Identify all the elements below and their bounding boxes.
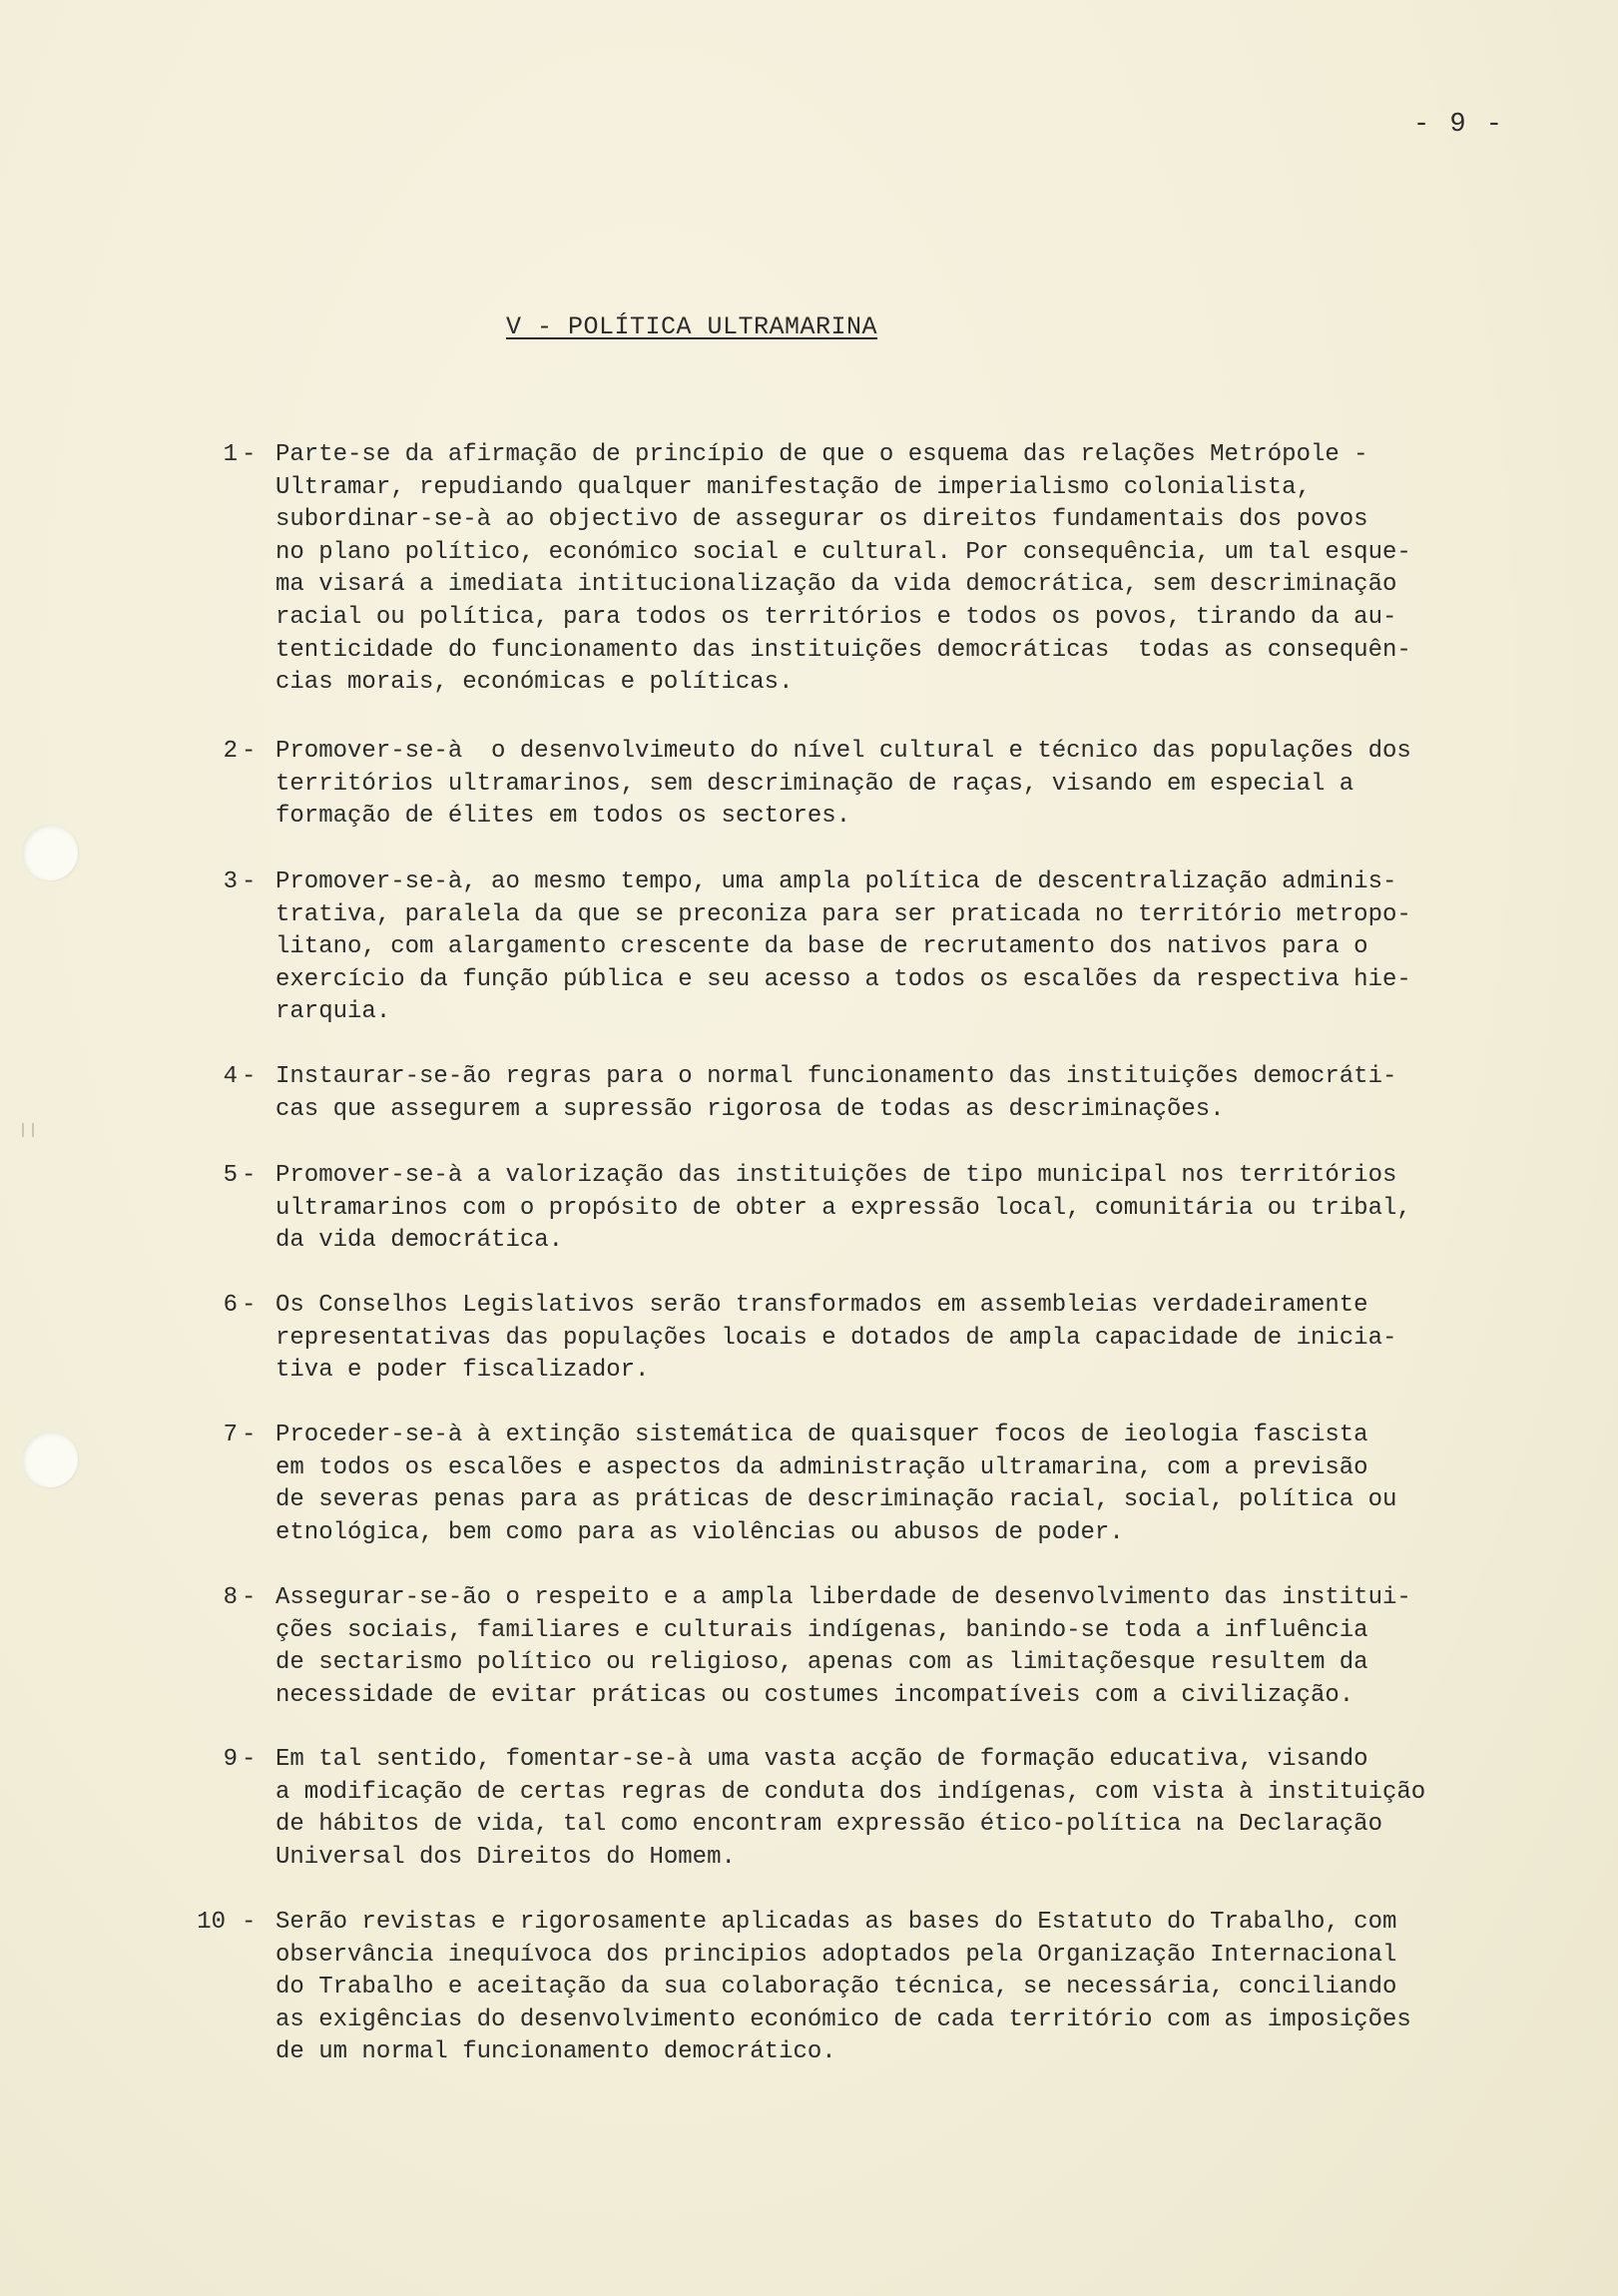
text-line: tiva e poder fiscalizador. — [275, 1357, 650, 1385]
text-line: cas que assegurem a supressão rigorosa de todas as descriminações. — [275, 1095, 1225, 1123]
text-line: cias morais, económicas e políticas. — [275, 669, 794, 697]
text-line: exercício da função pública e seu acesso a todos os escalões da respectiva hie- — [275, 965, 1411, 993]
item-number: 1 — [223, 441, 238, 468]
text-line: Serão revistas e rigorosamente aplicadas as bases do Estatuto do Trabalho, com — [275, 1909, 1397, 1936]
text-line: as exigências do desenvolvimento económico de cada território com as imposições — [275, 2006, 1411, 2033]
text-line: subordinar-se-à ao objectivo de assegurar os direitos fundamentais dos povos — [275, 506, 1368, 534]
item-dash: - — [242, 1162, 257, 1189]
item-dash: - — [242, 1909, 257, 1936]
text-line: Instaurar-se-ão regras para o normal funcionamento das instituições democráti- — [275, 1063, 1397, 1090]
text-line: a modificação de certas regras de conduta dos indígenas, com vista à instituição — [275, 1778, 1426, 1806]
item-text — [275, 1582, 1533, 1712]
text-line: observância inequívoca dos principios adoptados pela Organização Internacional — [275, 1941, 1397, 1969]
item-number: 2 — [223, 738, 238, 765]
text-line: Universal dos Direitos do Homem. — [275, 1843, 736, 1871]
text-line: em todos os escalões e aspectos da administração ultramarina, com a previsão — [275, 1453, 1368, 1481]
text-line: necessidade de evitar práticas ou costumes incompatíveis com a civilização. — [275, 1681, 1354, 1709]
item-text — [275, 1907, 1533, 2069]
item-text — [275, 1744, 1533, 1874]
item-dash: - — [242, 868, 257, 895]
text-line: territórios ultramarinos, sem descriminação de raças, visando em especial a — [275, 770, 1354, 798]
text-line: de severas penas para as práticas de descriminação racial, social, política ou — [275, 1486, 1397, 1514]
item-number: 6 — [223, 1292, 238, 1319]
text-line: Os Conselhos Legislativos serão transformados em assembleias verdadeiramente — [275, 1292, 1368, 1319]
text-line: Assegurar-se-ão o respeito e a ampla liberdade de desenvolvimento das institui- — [275, 1584, 1411, 1611]
text-line: ções sociais, familiares e culturais indígenas, banindo-se toda a influência — [275, 1616, 1368, 1644]
text-line: da vida democrática. — [275, 1227, 564, 1255]
text-line: representativas das populações locais e dotados de ampla capacidade de inicia- — [275, 1324, 1397, 1352]
text-line: de um normal funcionamento democrático. — [275, 2038, 836, 2066]
margin-mark — [22, 1123, 34, 1137]
punch-hole-top — [22, 825, 78, 880]
text-line: Em tal sentido, fomentar-se-à uma vasta acção de formação educativa, visando — [275, 1746, 1368, 1773]
item-dash: - — [242, 1063, 257, 1090]
item-text — [275, 1061, 1533, 1126]
text-line: Promover-se-à a valorização das instituições de tipo municipal nos territórios — [275, 1162, 1397, 1189]
text-line: de hábitos de vida, tal como encontram expressão ético-política na Declaração — [275, 1811, 1382, 1839]
item-number: 4 — [223, 1063, 238, 1090]
item-text — [275, 1160, 1533, 1258]
text-line: etnológica, bem como para as violências ou abusos de poder. — [275, 1518, 1124, 1546]
text-line: rarquia. — [275, 998, 391, 1026]
text-line: do Trabalho e aceitação da sua colaboração técnica, se necessária, conciliando — [275, 1974, 1397, 2002]
page-number: - 9 - — [1413, 110, 1505, 140]
item-text — [275, 1290, 1533, 1388]
item-dash: - — [242, 1746, 257, 1773]
text-line: ma visará a imediata intitucionalização da vida democrática, sem descriminação — [275, 571, 1397, 599]
text-line: tenticidade do funcionamento das instituições democráticas todas as consequên- — [275, 636, 1411, 664]
item-number: 3 — [223, 868, 238, 895]
item-text — [275, 866, 1533, 1029]
item-number: 8 — [223, 1584, 238, 1611]
item-number: 9 — [223, 1746, 238, 1773]
item-text — [275, 736, 1533, 834]
text-line: Promover-se-à, ao mesmo tempo, uma ampla política de descentralização adminis- — [275, 868, 1397, 895]
section-title: V - POLÍTICA ULTRAMARINA — [506, 312, 878, 341]
text-line: litano, com alargamento crescente da base de recrutamento dos nativos para o — [275, 933, 1368, 961]
text-line: no plano político, económico social e cultural. Por consequência, um tal esque- — [275, 538, 1411, 566]
item-dash: - — [242, 1422, 257, 1448]
item-dash: - — [242, 738, 257, 765]
text-line: formação de élites em todos os sectores. — [275, 803, 851, 831]
item-number: 5 — [223, 1162, 238, 1189]
item-number: 10 — [197, 1909, 226, 1936]
text-line: Promover-se-à o desenvolvimeuto do nível cultural e técnico das populações dos — [275, 738, 1411, 765]
text-line: de sectarismo político ou religioso, apenas com as limitaçõesque resultem da — [275, 1649, 1368, 1677]
item-dash: - — [242, 1584, 257, 1611]
punch-hole-bottom — [22, 1432, 78, 1487]
item-number: 7 — [223, 1422, 238, 1448]
item-text — [275, 1420, 1533, 1549]
text-line: Parte-se da afirmação de princípio de que o esquema das relações Metrópole - — [275, 441, 1368, 468]
item-dash: - — [242, 1292, 257, 1319]
item-dash: - — [242, 441, 257, 468]
item-text — [275, 439, 1533, 700]
text-line: Ultramar, repudiando qualquer manifestação de imperialismo colonialista, — [275, 473, 1311, 501]
text-line: ultramarinos com o propósito de obter a expressão local, comunitária ou tribal, — [275, 1194, 1411, 1222]
text-line: trativa, paralela da que se preconiza para ser praticada no território metropo- — [275, 900, 1411, 928]
text-line: racial ou política, para todos os territórios e todos os povos, tirando da au- — [275, 603, 1397, 631]
text-line: Proceder-se-à à extinção sistemática de quaisquer focos de ieologia fascista — [275, 1422, 1368, 1448]
